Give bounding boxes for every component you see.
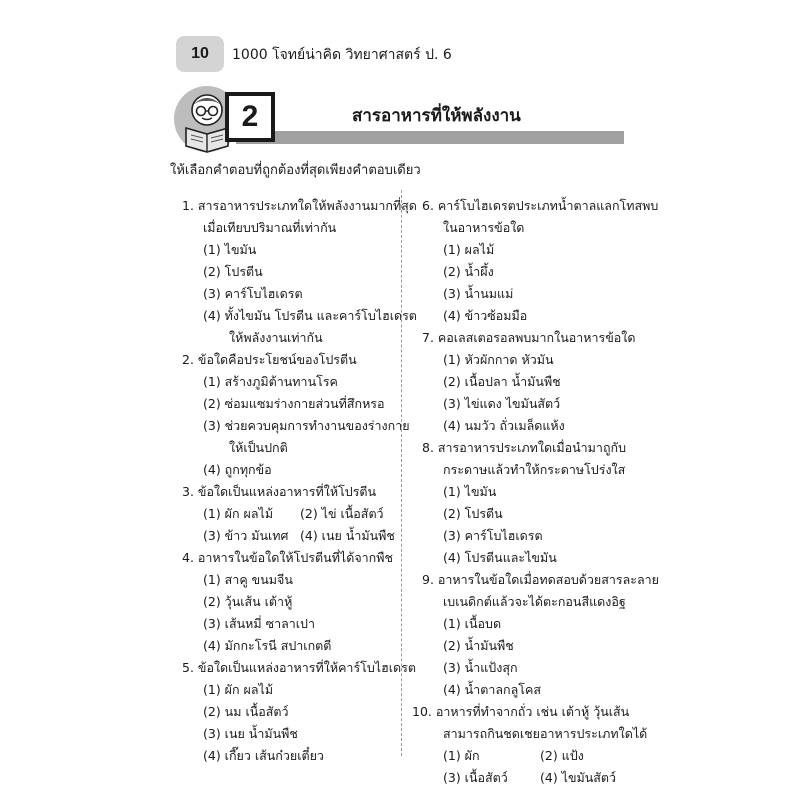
question-line: (2) แป้ง	[540, 748, 584, 763]
question-line: (4) มักกะโรนี สปาเกตตี	[203, 638, 332, 653]
chapter-number: 2	[225, 92, 275, 142]
question-line: (2) นม เนื้อสัตว์	[203, 704, 289, 719]
book-title: 1000 โจทย์น่าคิด วิทยาศาสตร์ ป. 6	[232, 47, 452, 63]
question-line: 9. อาหารในข้อใดเมื่อทดสอบด้วยสารละลาย	[422, 572, 659, 587]
chapter-title: สารอาหารที่ให้พลังงาน	[352, 106, 521, 126]
question-line: (4) เนย น้ำมันพืช	[300, 528, 395, 543]
question-line: 5. ข้อใดเป็นแหล่งอาหารที่ให้คาร์โบไฮเดรต	[182, 660, 416, 675]
question-line: (2) ซ่อมแซมร่างกายส่วนที่สึกหรอ	[203, 396, 385, 411]
question-line: (2) น้ำมันพืช	[443, 638, 514, 653]
question-line: (2) ไข่ เนื้อสัตว์	[300, 506, 384, 521]
question-line: 6. คาร์โบไฮเดรตประเภทน้ำตาลแลกโทสพบ	[422, 198, 659, 213]
question-line: (3) ช่วยควบคุมการทำงานของร่างกาย	[203, 418, 410, 433]
question-line: 2. ข้อใดคือประโยชน์ของโปรตีน	[182, 352, 357, 367]
question-line: (4) ข้าวซ้อมมือ	[443, 308, 528, 323]
question-line: 7. คอเลสเตอรอลพบมากในอาหารข้อใด	[422, 330, 636, 345]
question-line: (3) ไข่แดง ไขมันสัตว์	[443, 396, 561, 411]
question-line: (1) หัวผักกาด หัวมัน	[443, 352, 554, 367]
question-line: (4) โปรตีนและไขมัน	[443, 550, 557, 565]
question-line: (4) นมวัว ถั่วเมล็ดแห้ง	[443, 418, 565, 433]
question-line: (3) เนื้อสัตว์	[443, 770, 508, 785]
question-line: (4) เกี๊ยว เส้นก๋วยเตี๋ยว	[203, 748, 324, 763]
question-line: (1) ไขมัน	[443, 484, 497, 499]
question-line: เบเนดิกต์แล้วจะได้ตะกอนสีแดงอิฐ	[443, 594, 626, 609]
question-line: (3) น้ำแป้งสุก	[443, 660, 518, 675]
question-line: (1) ผัก ผลไม้	[203, 506, 274, 521]
page-number: 10	[176, 36, 224, 72]
question-line: (4) ทั้งไขมัน โปรตีน และคาร์โบไฮเดรต	[203, 308, 417, 323]
question-line: (3) เส้นหมี่ ซาลาเปา	[203, 616, 315, 631]
question-line: ให้พลังงานเท่ากัน	[229, 330, 323, 345]
question-line: กระดาษแล้วทำให้กระดาษโปร่งใส	[443, 462, 626, 477]
question-line: (1) ผลไม้	[443, 242, 495, 257]
question-line: 1. สารอาหารประเภทใดให้พลังงานมากที่สุด	[182, 198, 417, 213]
question-line: (4) ถูกทุกข้อ	[203, 462, 272, 477]
question-line: เมื่อเทียบปริมาณที่เท่ากัน	[203, 220, 337, 235]
question-line: (3) ข้าว มันเทศ	[203, 528, 289, 543]
question-line: (3) คาร์โบไฮเดรต	[443, 528, 543, 543]
question-line: (3) เนย น้ำมันพืช	[203, 726, 298, 741]
question-line: สามารถกินชดเชยอาหารประเภทใดได้	[443, 726, 648, 741]
question-line: (1) สร้างภูมิต้านทานโรค	[203, 374, 338, 389]
question-line: (1) ผัก ผลไม้	[203, 682, 274, 697]
chapter-header-bar	[236, 131, 624, 144]
question-line: (2) โปรตีน	[203, 264, 263, 279]
question-line: (2) โปรตีน	[443, 506, 503, 521]
question-line: 4. อาหารในข้อใดให้โปรตีนที่ได้จากพืช	[182, 550, 393, 565]
question-line: (2) วุ้นเส้น เต้าหู้	[203, 594, 293, 609]
question-line: (1) ไขมัน	[203, 242, 257, 257]
question-line: (1) สาคู ขนมจีน	[203, 572, 293, 587]
question-line: (2) น้ำผึ้ง	[443, 264, 494, 279]
question-line: (3) น้ำนมแม่	[443, 286, 514, 301]
question-line: (3) คาร์โบไฮเดรต	[203, 286, 303, 301]
question-line: 10. อาหารที่ทำจากถั่ว เช่น เต้าหู้ วุ้นเส้น	[412, 704, 630, 719]
question-line: 3. ข้อใดเป็นแหล่งอาหารที่ให้โปรตีน	[182, 484, 377, 499]
question-line: (4) ไขมันสัตว์	[540, 770, 617, 785]
question-line: (1) เนื้อบด	[443, 616, 502, 631]
question-line: (1) ผัก	[443, 748, 480, 763]
question-line: 8. สารอาหารประเภทใดเมื่อนำมาถูกับ	[422, 440, 627, 455]
question-line: ในอาหารข้อใด	[443, 220, 525, 235]
question-line: ให้เป็นปกติ	[229, 440, 288, 455]
question-line: (4) น้ำตาลกลูโคส	[443, 682, 541, 697]
question-line: (2) เนื้อปลา น้ำมันพืช	[443, 374, 561, 389]
instruction-text: ให้เลือกคำตอบที่ถูกต้องที่สุดเพียงคำตอบเดียว	[170, 163, 421, 178]
